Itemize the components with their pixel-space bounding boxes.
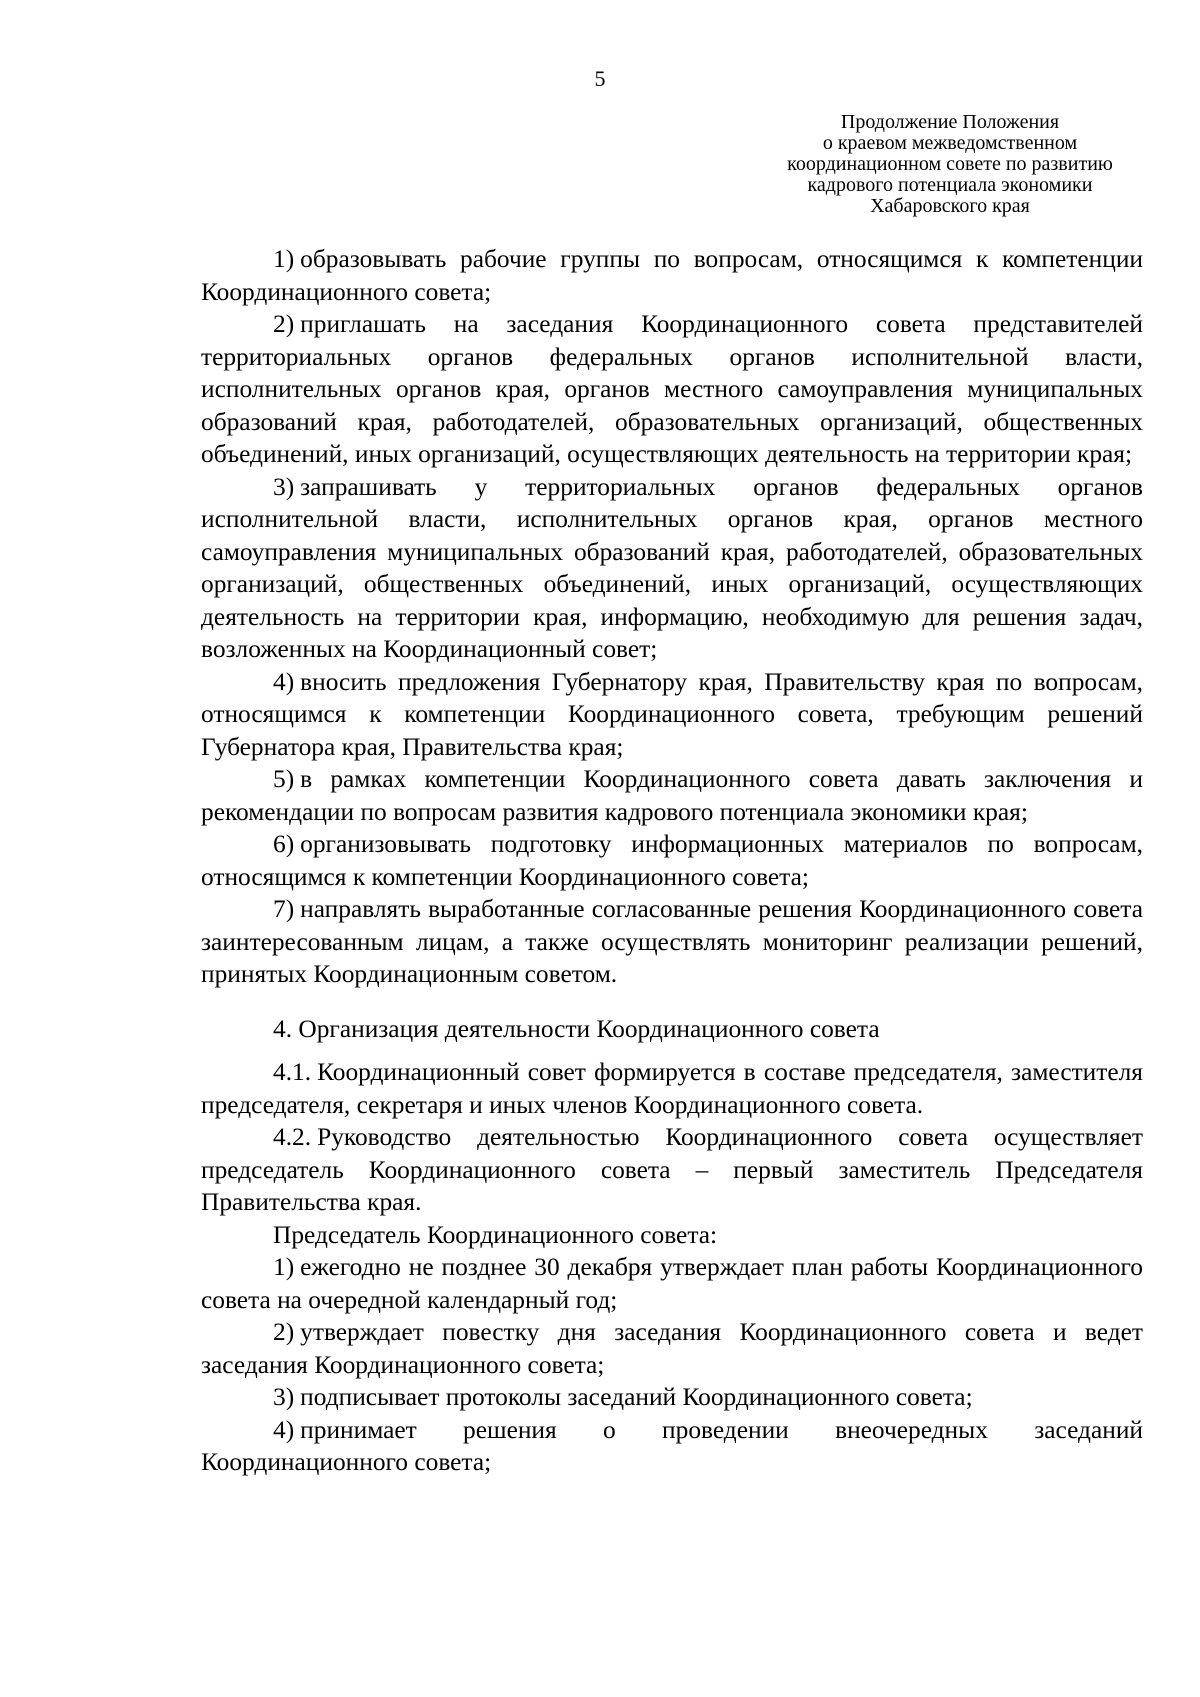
header-note-line: о краевом межведомственном — [822, 132, 1078, 154]
item-number: 4) — [273, 667, 295, 696]
item-text: принимает решения о проведении внеочередных заседаний Координационного совета; — [201, 1415, 1143, 1476]
clause-paragraph — [201, 1056, 1143, 1121]
clause-text: Координационный совет формируется в составе председателя, заместителя председателя, секретаря и иных членов Координационного совета. — [201, 1058, 1143, 1119]
item-text: подписывает протоколы заседаний Координационного совета; — [300, 1383, 973, 1411]
clause-number: 4.2. — [273, 1123, 312, 1151]
item-text: направлять выработанные согласованные решения Координационного совета заинтересованным лицам, а также осуществлять мониторинг реализации решений, принятых Координационным советом. — [201, 895, 1143, 988]
rights-list-item — [201, 471, 1143, 666]
chair-duty-item — [201, 1381, 1143, 1414]
header-note-line: Продолжение Положения — [840, 111, 1060, 133]
item-text: организовывать подготовку информационных материалов по вопросам, относящимся к компетенции Координационного совета; — [201, 830, 1143, 891]
item-number: 3) — [273, 1383, 295, 1411]
item-number: 7) — [273, 895, 295, 923]
chair-duty-item — [201, 1316, 1143, 1381]
item-number: 2) — [273, 1318, 295, 1346]
rights-list-item — [201, 763, 1143, 828]
document-header-note — [740, 112, 1160, 217]
item-number: 6) — [273, 830, 295, 858]
clause-text: Руководство деятельностью Координационного совета осуществляет председатель Координационного совета – первый заместитель Председателя Правительства края. — [201, 1123, 1143, 1216]
item-number: 2) — [273, 310, 295, 338]
section-heading: 4. Организация деятельности Координационного совета — [273, 1014, 880, 1043]
item-text: утверждает повестку дня заседания Координационного совета и ведет заседания Координационного совета; — [201, 1318, 1143, 1379]
rights-list-item — [201, 893, 1143, 991]
page-number: 5 — [594, 66, 606, 91]
item-number: 4) — [273, 1415, 295, 1444]
item-text: ежегодно не позднее 30 декабря утверждает план работы Координационного совета на очередной календарный год; — [201, 1253, 1143, 1314]
item-number: 5) — [273, 765, 295, 793]
document-body — [201, 243, 1143, 1479]
chair-duty-item — [201, 1251, 1143, 1316]
rights-list-item — [201, 828, 1143, 893]
header-note-line: координационном совете по развитию — [787, 153, 1113, 175]
chair-duty-item — [201, 1414, 1143, 1479]
item-text: запрашивать у территориальных органов федеральных органов исполнительной власти, исполнительных органов края, органов местного самоуправления муниципальных образований края, работодателей, образовательных организаций, общественных объединений, иных организаций, осуществляющих деятельность на территории края, информацию, необходимую для решения задач, возложенных на Координационный совет; — [201, 472, 1143, 663]
item-text: вносить предложения Губернатору края, Правительству края по вопросам, относящимся к компетенции Координационного совета, требующим решений Губернатора края, Правительства края; — [201, 667, 1143, 761]
item-text: приглашать на заседания Координационного совета представителей территориальных органов федеральных органов исполнительной власти, исполнительных органов края, органов местного самоуправления муниципальных образований края, работодателей, образовательных организаций, общественных объединений, иных организаций, осуществляющих деятельность на территории края; — [201, 310, 1143, 468]
rights-list-item — [201, 308, 1143, 471]
chair-duties-intro: Председатель Координационного совета: — [273, 1220, 718, 1249]
rights-list-item — [201, 243, 1143, 308]
item-number: 1) — [273, 245, 295, 273]
item-text: образовывать рабочие группы по вопросам, относящимся к компетенции Координационного совета; — [201, 245, 1143, 306]
item-number: 3) — [273, 472, 295, 501]
rights-list-item — [201, 666, 1143, 764]
header-note-line: кадрового потенциала экономики — [807, 174, 1093, 196]
clause-number: 4.1. — [273, 1058, 312, 1086]
item-number: 1) — [273, 1253, 295, 1281]
clause-paragraph — [201, 1121, 1143, 1219]
item-text: в рамках компетенции Координационного совета давать заключения и рекомендации по вопросам развития кадрового потенциала экономики края; — [201, 765, 1143, 826]
header-note-line: Хабаровского края — [870, 195, 1030, 217]
